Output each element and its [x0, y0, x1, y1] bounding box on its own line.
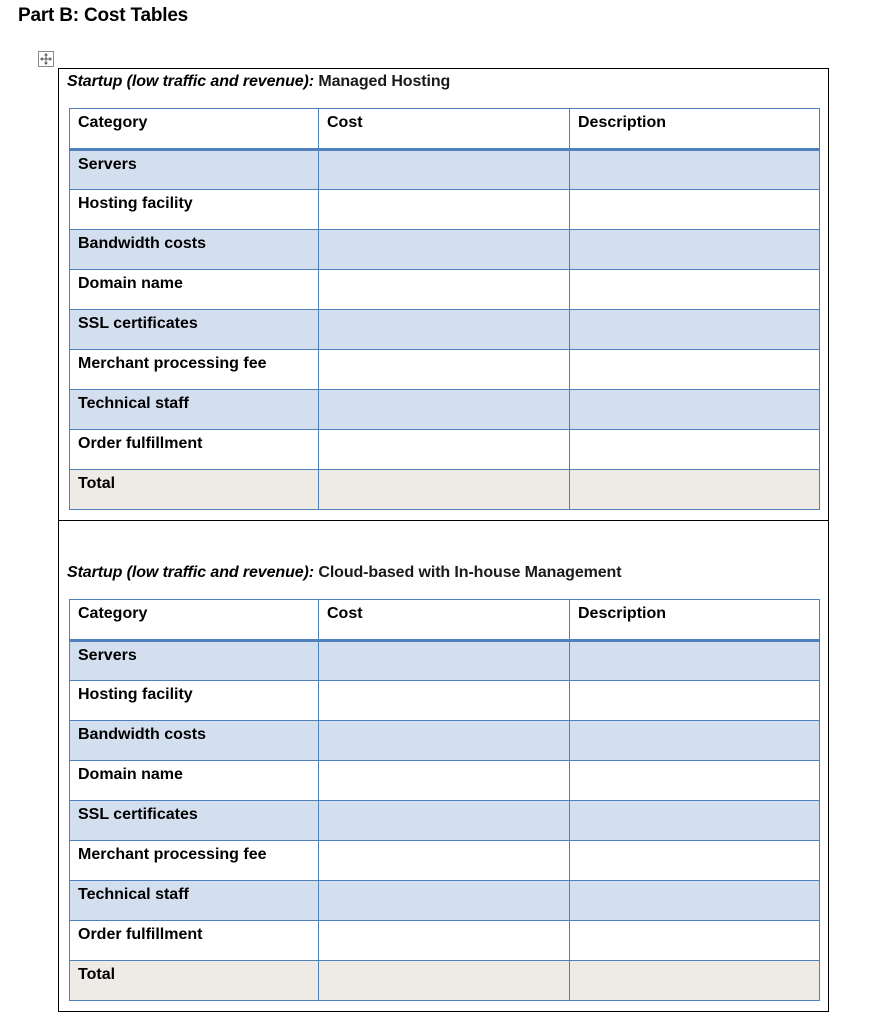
- section-heading-title: Managed Hosting: [314, 73, 451, 90]
- table-row: [70, 641, 820, 681]
- table-row: [70, 150, 820, 190]
- description-cell[interactable]: [570, 350, 820, 390]
- section-heading-title: Cloud-based with In-house Management: [314, 564, 622, 581]
- section-heading-managed-hosting: [67, 73, 450, 91]
- table-row: [70, 430, 820, 470]
- category-cell: Servers: [70, 641, 319, 681]
- table-row: [70, 761, 820, 801]
- total-description-cell[interactable]: [570, 470, 820, 510]
- description-cell[interactable]: [570, 430, 820, 470]
- description-cell[interactable]: [570, 270, 820, 310]
- description-cell[interactable]: [570, 841, 820, 881]
- table-total-row: [70, 961, 820, 1001]
- category-cell: Technical staff: [70, 390, 319, 430]
- description-cell[interactable]: [570, 801, 820, 841]
- section-heading-lead: Startup (low traffic and revenue):: [67, 73, 315, 90]
- table-header-row: [70, 600, 820, 641]
- cost-cell[interactable]: [319, 350, 570, 390]
- column-header-category: Category: [70, 600, 319, 641]
- category-cell: Merchant processing fee: [70, 350, 319, 390]
- cost-cell[interactable]: [319, 230, 570, 270]
- cost-cell[interactable]: [319, 390, 570, 430]
- section-heading-lead: Startup (low traffic and revenue):: [67, 564, 315, 581]
- category-cell: Bandwidth costs: [70, 721, 319, 761]
- cost-cell[interactable]: [319, 881, 570, 921]
- description-cell[interactable]: [570, 641, 820, 681]
- table-row: [70, 721, 820, 761]
- table-row: [70, 881, 820, 921]
- table-row: [70, 310, 820, 350]
- table-move-handle[interactable]: [38, 51, 54, 67]
- cost-cell[interactable]: [319, 721, 570, 761]
- cost-cell[interactable]: [319, 681, 570, 721]
- column-header-description: Description: [570, 109, 820, 150]
- category-cell: Hosting facility: [70, 681, 319, 721]
- table-header-row: [70, 109, 820, 150]
- category-cell: Servers: [70, 150, 319, 190]
- cost-cell[interactable]: [319, 190, 570, 230]
- move-arrows-icon: [39, 52, 53, 66]
- table-row: [70, 350, 820, 390]
- total-cost-cell[interactable]: [319, 961, 570, 1001]
- cost-table-managed-hosting: [69, 108, 820, 510]
- description-cell[interactable]: [570, 390, 820, 430]
- table-row: [70, 801, 820, 841]
- category-cell: Domain name: [70, 761, 319, 801]
- table-row: [70, 841, 820, 881]
- category-cell: Hosting facility: [70, 190, 319, 230]
- description-cell[interactable]: [570, 150, 820, 190]
- table-row: [70, 921, 820, 961]
- total-label-cell: Total: [70, 470, 319, 510]
- category-cell: Domain name: [70, 270, 319, 310]
- column-header-cost: Cost: [319, 109, 570, 150]
- cost-cell[interactable]: [319, 921, 570, 961]
- cost-cell[interactable]: [319, 150, 570, 190]
- description-cell[interactable]: [570, 721, 820, 761]
- table-row: [70, 190, 820, 230]
- description-cell[interactable]: [570, 230, 820, 270]
- category-cell: Order fulfillment: [70, 430, 319, 470]
- cost-cell[interactable]: [319, 270, 570, 310]
- cost-cell[interactable]: [319, 801, 570, 841]
- column-header-category: Category: [70, 109, 319, 150]
- table-row: [70, 681, 820, 721]
- cost-cell[interactable]: [319, 430, 570, 470]
- description-cell[interactable]: [570, 310, 820, 350]
- page-title: Part B: Cost Tables: [18, 5, 189, 26]
- section-heading-cloud-based: [67, 564, 621, 582]
- category-cell: SSL certificates: [70, 310, 319, 350]
- description-cell[interactable]: [570, 681, 820, 721]
- description-cell[interactable]: [570, 761, 820, 801]
- category-cell: Merchant processing fee: [70, 841, 319, 881]
- category-cell: Technical staff: [70, 881, 319, 921]
- cost-cell[interactable]: [319, 761, 570, 801]
- column-header-cost: Cost: [319, 600, 570, 641]
- table-row: [70, 270, 820, 310]
- description-cell[interactable]: [570, 190, 820, 230]
- cost-cell[interactable]: [319, 641, 570, 681]
- table-row: [70, 230, 820, 270]
- category-cell: Bandwidth costs: [70, 230, 319, 270]
- cost-cell[interactable]: [319, 841, 570, 881]
- table-total-row: [70, 470, 820, 510]
- total-cost-cell[interactable]: [319, 470, 570, 510]
- description-cell[interactable]: [570, 881, 820, 921]
- description-cell[interactable]: [570, 921, 820, 961]
- category-cell: Order fulfillment: [70, 921, 319, 961]
- total-description-cell[interactable]: [570, 961, 820, 1001]
- total-label-cell: Total: [70, 961, 319, 1001]
- table-row: [70, 390, 820, 430]
- category-cell: SSL certificates: [70, 801, 319, 841]
- cost-cell[interactable]: [319, 310, 570, 350]
- column-header-description: Description: [570, 600, 820, 641]
- cost-table-cloud-based: [69, 599, 820, 1001]
